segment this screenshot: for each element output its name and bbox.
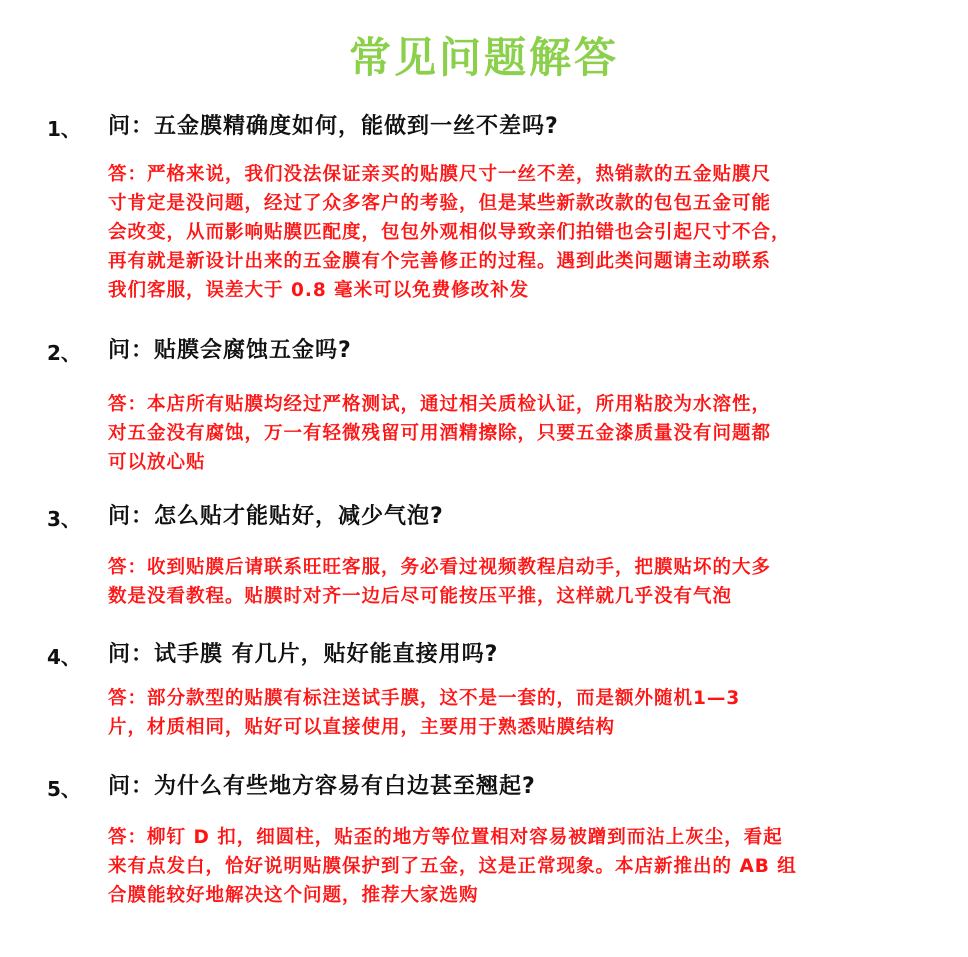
answer-text: 答：收到贴膜后请联系旺旺客服，务必看过视频教程启动手，把膜贴坏的大多 数是没看教程。贴膜时对齐一边后尽可能按压平推，这样就几乎没有气泡 — [108, 557, 772, 607]
answer-text: 答：部分款型的贴膜有标注送试手膜，这不是一套的，而是额外随机1—3 片，材质相同，贴好可以直接使用，主要用于熟悉贴膜结构 — [108, 688, 741, 738]
page-title: 常见问题解答 — [348, 33, 619, 82]
answer-text: 答：严格来说，我们没法保证亲买的贴膜尺寸一丝不差，热销款的五金贴膜尺 寸肯定是没问题，经过了众多客户的考验，但是某些新款改款的包包五金可能 会改变，从而影响贴膜匹配度，包包外观相似导致亲们拍错也会引起尺寸不合， 再有就是新设计出来的五金膜有个完善修正的过程。遇到此类问题请主动联系 我们客服，误差大于 0.8 毫米可以免费修改补发 — [108, 164, 791, 301]
question-number: 3、 — [47, 507, 81, 531]
question-number: 2、 — [47, 341, 81, 365]
question-number: 4、 — [47, 645, 81, 669]
question-number: 5、 — [47, 777, 81, 801]
question-text: 问：试手膜 有几片，贴好能直接用吗? — [108, 642, 499, 667]
question-text: 问：为什么有些地方容易有白边甚至翘起? — [108, 774, 536, 799]
answer-text: 答：本店所有贴膜均经过严格测试，通过相关质检认证，所用粘胶为水溶性， 对五金没有腐蚀，万一有轻微残留可用酒精擦除，只要五金漆质量没有问题都 可以放心贴 — [108, 394, 772, 473]
question-text: 问：五金膜精确度如何，能做到一丝不差吗? — [108, 114, 559, 139]
question-number: 1、 — [47, 117, 81, 141]
question-text: 问：贴膜会腐蚀五金吗? — [108, 338, 352, 363]
answer-text: 答：柳钉 D 扣，细圆柱，贴歪的地方等位置相对容易被蹭到而沾上灰尘，看起 来有点发白，恰好说明贴膜保护到了五金，这是正常现象。本店新推出的 AB 组 合膜能较好地解决这个问题，推荐大家选购 — [108, 827, 797, 906]
question-text: 问：怎么贴才能贴好，减少气泡? — [108, 504, 444, 529]
